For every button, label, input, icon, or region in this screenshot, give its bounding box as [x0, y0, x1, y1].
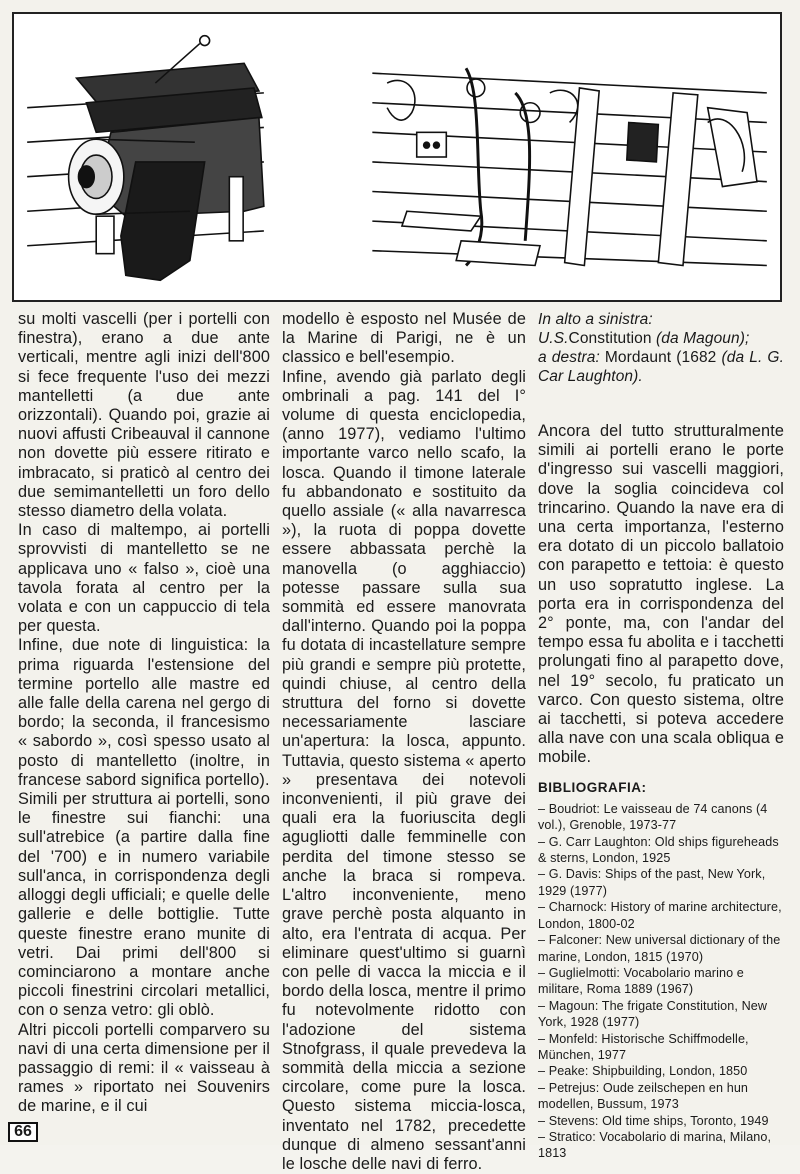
text-column-2 [282, 310, 526, 1174]
paragraph: Ancora del tutto strutturalmente simili ai portelli erano le porte d'ingresso sui vascelli maggiori, dove la soglia coincideva col trincarino. Quando la nave era di una certa importanza, l'esterno era dotato di un piccolo ballatoio con parapetto e tettoia: è questo un uso sopratutto inglese. La porta era in corrispondenza del 2° ponte, ma, con l'andar del tempo essa fu abolita e i tacchetti prolungati fino al parapetto dove, nel 19° secolo, fu praticato un varco. Con questo sistema, oltre ai tacchetti, si poteva accedere alla nave con una scala obliqua e mobile. [538, 422, 784, 767]
text-column-1 [18, 310, 270, 1117]
paragraph: modello è esposto nel Musée de la Marine di Parigi, ne è un classico e bell'esempio. [282, 310, 526, 367]
illustration-panel [12, 12, 782, 302]
caption-line-2b: Constitution [568, 330, 652, 347]
caption-line-2a: U.S. [538, 330, 569, 347]
bibliography-item: – Boudriot: Le vaisseau de 74 canons (4 vol.), Grenoble, 1973-77 [538, 801, 768, 833]
paragraph: In caso di maltempo, ai portelli sprovvisti di mantelletto se ne applicava uno « falso », cioè una tavola forata al centro per la volata e con un cappuccio di tela per questa. [18, 521, 270, 636]
paragraph: Simili per struttura ai portelli, sono le finestre sui fianchi: una sull'atrebice (a partire dalla fine del '700) e in numero variabile sull'anca, in corrispondenza degli alloggi degli ufficiali; e quelle delle gallerie e delle bottiglie. Tutte queste finestre erano munite di vetri. Dai primi dell'800 si cominciarono a montare anche piccoli finestrini circolari metallici, con o senza vetro: gli oblò. [18, 790, 270, 1020]
caption-line-3b: Mordaunt (1682 [604, 349, 717, 366]
page-number: 66 [8, 1122, 38, 1142]
paragraph: Altri piccoli portelli comparvero su navi di una certa dimensione per il passaggio di remi: il « vaisseau à rames » riportato nei Souvenirs de marine, e il cui [18, 1020, 270, 1116]
bibliography-title: BIBLIOGRAFIA: [538, 779, 647, 795]
caption-line-1: In alto a sinistra: [538, 311, 653, 328]
bibliography-item: – Charnock: History of marine architecture, London, 1800-02 [538, 900, 782, 931]
paragraph: su molti vascelli (per i portelli con finestra), erano a due ante verticali, mentre agli inizi dell'800 si fece frequente l'uso dei mezzi mantelletti (a due ante orizzontali). Quando poi, grazie ai nuovi affusti Cribeauval il cannone non dovette più essere ritirato e imbracato, si praticò al centro dei due semimantelletti un foro dello stesso diametro della volata. [18, 310, 270, 521]
bibliography-item: – Guglielmotti: Vocabolario marino e militare, Roma 1889 (1967) [538, 965, 744, 997]
stern-gallery-drawing [372, 68, 766, 265]
bibliography-item: – Monfeld: Historische Schiffmodelle, München, 1977 [538, 1031, 749, 1062]
bibliography-item: – Stratico: Vocabolario di marina, Milano, 1813 [538, 1129, 772, 1161]
caption-line-2c: (da Magoun); [651, 330, 750, 347]
ship-ports-illustration [14, 14, 780, 300]
bibliography-item: – G. Carr Laughton: Old ships figureheads & sterns, London, 1925 [538, 834, 779, 866]
bibliography-item: – G. Davis: Ships of the past, New York, 1929 (1977) [538, 867, 766, 898]
cannon-port-drawing [27, 36, 264, 281]
caption-line-3a: a destra: [538, 349, 605, 366]
text-column-3 [538, 310, 784, 1162]
bibliography-item: – Petrejus: Oude zeilschepen en hun modellen, Bussum, 1973 [538, 1080, 749, 1112]
paragraph: Infine, avendo già parlato degli ombrinali a pag. 141 del I° volume di questa enciclopedia, (anno 1977), vediamo l'ultimo importante varco nello scafo, la losca. Quando il timone laterale fu abbandonato e sostituito da quello assiale (« alla navarresca »), la ruota di poppa dovette essere abbassata perchè la manovella (o agghiaccio) potesse passare sulla sua sommità ed essere manovrata dall'interno. Quando poi la poppa fu dotata di incastellature sempre più grandi e sempre più protette, quindi chiuse, al centro della struttura del forno si dovette necessariamente lasciare un'apertura: la losca, appunto. Tuttavia, questo sistema « aperto » presentava dei notevoli inconvenienti, il più grave dei quali era la fuoriuscita degli agugliotti dalle femminelle con perdita del timone stesso se anche la braca si rompeva. L'altro inconveniente, meno grave perchè posta alquanto in alto, era l'entrata di acqua. Per eliminare quest'ultimo si guarnì con pelle di vacca la miccia e il bordo della losca, mentre il primo fu notevolmente ridotto con l'adozione del sistema Stnofgrass, il quale prevedeva la sommità della miccia a sezione circolare, come pure la losca. Questo sistema miccia-losca, inventato nel 1782, precedette dunque di almeno sessant'anni le losche delle navi di ferro. [282, 367, 526, 1173]
bibliography-item: – Magoun: The frigate Constitution, New York, 1928 (1977) [538, 998, 768, 1030]
bibliography-list [538, 801, 784, 1162]
bibliography-item: – Stevens: Old time ships, Toronto, 1949 [538, 1113, 769, 1128]
paragraph: Infine, due note di linguistica: la prima riguarda l'estensione del termine portello alle mastre ed alle falle della carena nel gergo di bordo; la seconda, il francesismo « sabordo », così spesso usato al posto di mantelletto (inoltre, in francese sabord significa portello). [18, 636, 270, 789]
bibliography-item: – Peake: Shipbuilding, London, 1850 [538, 1064, 748, 1079]
bibliography-item: – Falconer: New universal dictionary of the marine, London, 1815 (1970) [538, 933, 781, 964]
figure-caption [538, 310, 784, 386]
caption-line-3c: (da L. G. Car Laughton). [538, 349, 784, 385]
